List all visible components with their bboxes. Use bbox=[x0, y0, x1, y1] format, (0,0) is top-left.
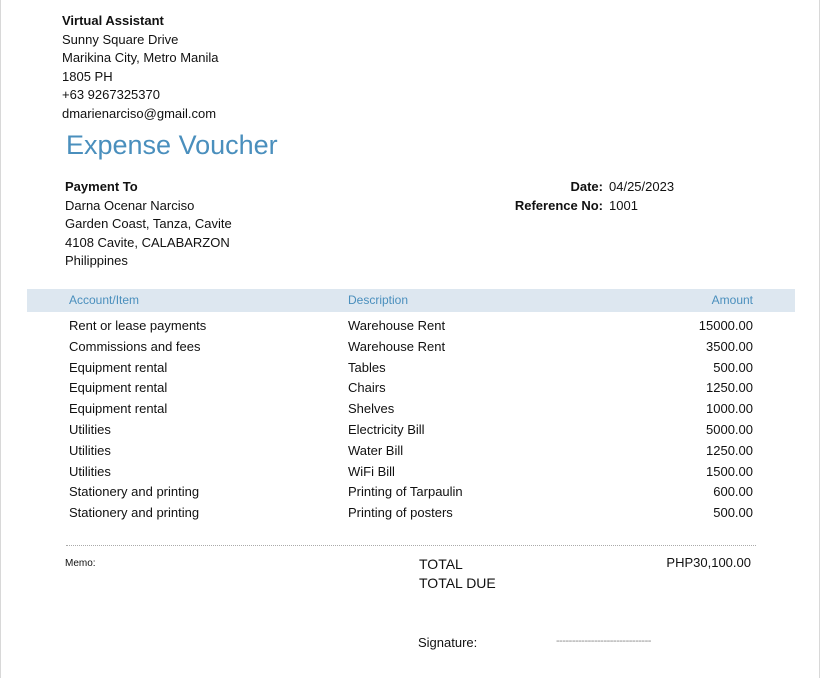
date-value: 04/25/2023 bbox=[609, 179, 675, 194]
payment-to-label: Payment To bbox=[65, 179, 138, 194]
total-due-label: TOTAL DUE bbox=[419, 574, 496, 591]
payee-country: Philippines bbox=[65, 253, 128, 268]
row-description: Water Bill bbox=[348, 442, 404, 458]
table-row bbox=[27, 378, 795, 399]
table-row bbox=[27, 337, 795, 358]
header-description: Description bbox=[348, 293, 409, 307]
row-description: Warehouse Rent bbox=[348, 338, 446, 354]
company-email: dmarienarciso@gmail.com bbox=[62, 105, 217, 121]
row-amount: 15000.00 bbox=[698, 318, 753, 333]
reference-value: 1001 bbox=[609, 197, 638, 213]
row-account: Rent or lease payments bbox=[69, 318, 207, 333]
total-label: TOTAL bbox=[419, 556, 463, 572]
company-address-line-2: Marikina City, Metro Manila bbox=[62, 50, 219, 65]
row-account: Equipment rental bbox=[69, 380, 168, 396]
row-amount: 3500.00 bbox=[706, 338, 753, 354]
table-row bbox=[27, 399, 795, 420]
row-account: Equipment rental bbox=[69, 401, 168, 417]
table-row bbox=[27, 358, 795, 379]
table-header bbox=[27, 289, 795, 312]
row-description: Chairs bbox=[348, 380, 386, 396]
row-description: Printing of posters bbox=[348, 505, 453, 521]
row-description: Electricity Bill bbox=[348, 421, 425, 437]
company-phone: +63 9267325370 bbox=[62, 87, 160, 102]
row-amount: 5000.00 bbox=[706, 421, 753, 437]
table-row bbox=[27, 420, 795, 441]
row-description: Shelves bbox=[348, 401, 395, 417]
table-row bbox=[27, 462, 795, 483]
date-label: Date: bbox=[570, 179, 603, 194]
row-account: Equipment rental bbox=[69, 359, 168, 375]
table-row bbox=[27, 482, 795, 503]
document-title: Expense Voucher bbox=[66, 130, 278, 160]
table-row bbox=[27, 316, 795, 337]
company-address-line-1: Sunny Square Drive bbox=[62, 31, 179, 47]
voucher-meta bbox=[515, 178, 679, 215]
total-value: PHP30,100.00 bbox=[666, 555, 751, 570]
reference-label: Reference No: bbox=[514, 197, 603, 213]
payment-to-block bbox=[65, 178, 232, 271]
company-name: Virtual Assistant bbox=[62, 13, 164, 28]
row-account: Utilities bbox=[69, 442, 111, 458]
totals-labels bbox=[419, 555, 496, 592]
table-row bbox=[27, 503, 795, 524]
row-description: Warehouse Rent bbox=[348, 318, 446, 333]
row-amount: 1000.00 bbox=[706, 401, 753, 417]
header-amount: Amount bbox=[711, 293, 753, 307]
company-address-line-3: 1805 PH bbox=[62, 68, 113, 84]
row-account: Stationery and printing bbox=[69, 505, 200, 521]
payee-name: Darna Ocenar Narciso bbox=[65, 197, 195, 213]
table-row bbox=[27, 441, 795, 462]
row-amount: 500.00 bbox=[713, 359, 753, 375]
header-account: Account/Item bbox=[69, 293, 140, 307]
row-description: Printing of Tarpaulin bbox=[348, 484, 463, 500]
row-account: Stationery and printing bbox=[69, 484, 200, 500]
row-amount: 1500.00 bbox=[706, 463, 753, 479]
row-amount: 1250.00 bbox=[706, 380, 753, 396]
row-account: Commissions and fees bbox=[69, 338, 201, 354]
signature-label: Signature: bbox=[418, 635, 478, 650]
row-amount: 500.00 bbox=[713, 505, 753, 521]
row-description: Tables bbox=[348, 359, 386, 375]
memo-label: Memo: bbox=[65, 558, 96, 569]
table-body bbox=[27, 316, 795, 524]
row-account: Utilities bbox=[69, 463, 111, 479]
row-amount: 600.00 bbox=[713, 484, 753, 500]
signature-line: ------------------------------ bbox=[556, 635, 651, 647]
company-block bbox=[62, 12, 219, 123]
row-amount: 1250.00 bbox=[706, 442, 753, 458]
totals-divider bbox=[66, 545, 756, 546]
row-account: Utilities bbox=[69, 421, 111, 437]
payee-address-line-1: Garden Coast, Tanza, Cavite bbox=[65, 216, 232, 231]
row-description: WiFi Bill bbox=[348, 463, 395, 479]
payee-address-line-2: 4108 Cavite, CALABARZON bbox=[65, 234, 230, 250]
reference-row bbox=[515, 197, 679, 216]
date-row bbox=[515, 178, 679, 197]
